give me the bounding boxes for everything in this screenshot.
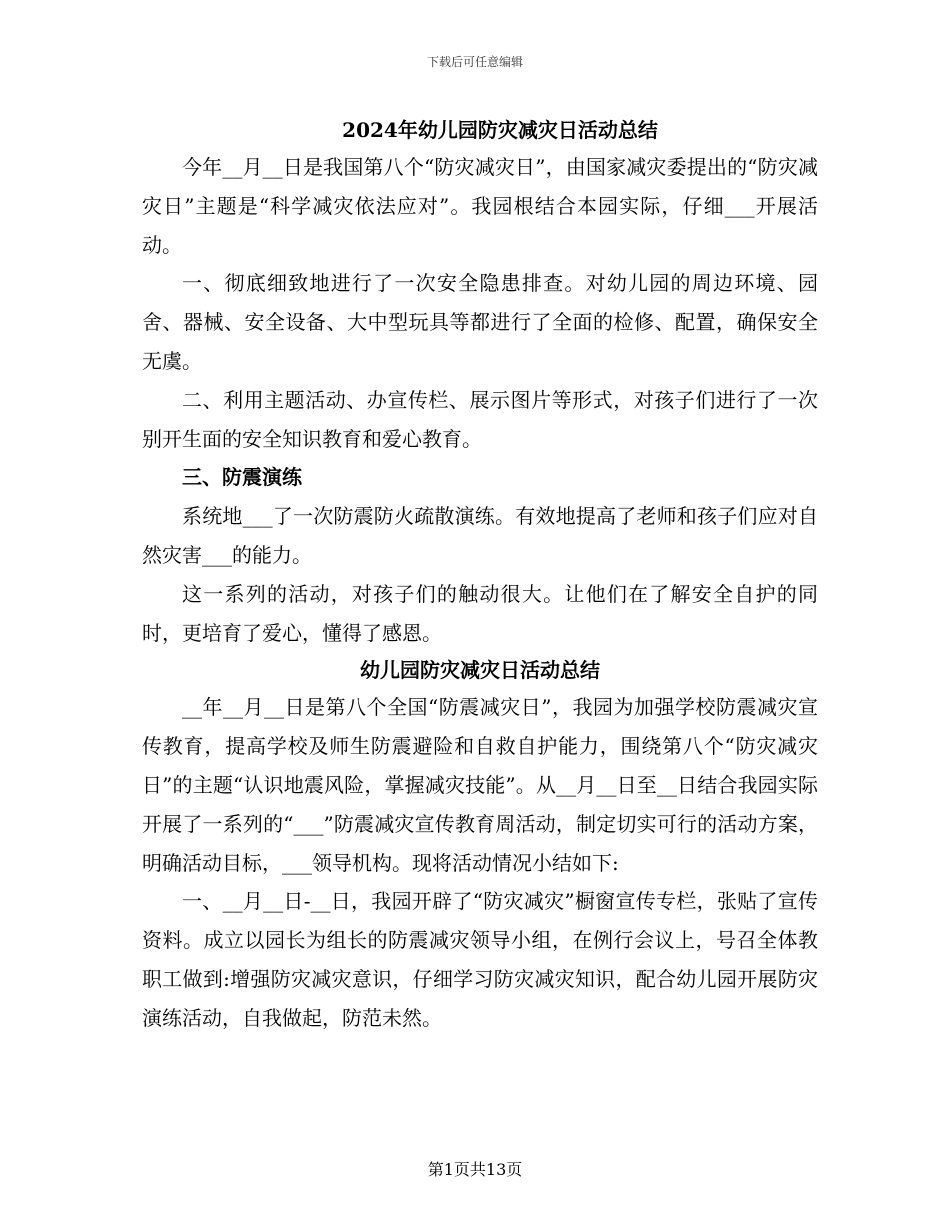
paragraph-intro: 今年__月__日是我国第八个“防灾减灾日”，由国家减灾委提出的“防灾减灾日”主题是“科学减灾依法应对”。我园根结合本园实际，仔细___开展活动。 [142, 155, 818, 257]
document-body [142, 112, 818, 1038]
second-title: 幼儿园防灾减灾日活动总结 [360, 658, 600, 683]
section-heading: 三、防震演练 [182, 465, 302, 490]
paragraph-item-2: 二、利用主题活动、办宣传栏、展示图片等形式，对孩子们进行了一次别开生面的安全知识教育和爱心教育。 [142, 387, 818, 451]
paragraph-conclusion: 这一系列的活动，对孩子们的触动很大。让他们在了解安全自护的同时，更培育了爱心，懂得了感恩。 [142, 581, 818, 645]
page-header: 下载后可任意编辑 [426, 55, 523, 69]
paragraph-second-item-1: 一、__月__日-__日，我园开辟了“防灾减灾”橱窗宣传专栏，张贴了宣传资料。成立以园长为组长的防震减灾领导小组，在例行会议上，号召全体教职工做到:增强防灾减灾意识，仔细学习防灾减灾知识，配合幼儿园开展防灾演练活动，自我做起，防范未然。 [142, 889, 818, 1030]
page-number: 第1页共13页 [427, 1160, 523, 1179]
paragraph-item-1: 一、彻底细致地进行了一次安全隐患排查。对幼儿园的周边环境、园舍、器械、安全设备、大中型玩具等都进行了全面的检修、配置，确保安全无虞。 [142, 271, 818, 373]
paragraph-drill: 系统地___了一次防震防火疏散演练。有效地提高了老师和孩子们应对自然灾害___的能力。 [142, 504, 818, 567]
paragraph-second-intro: __年__月__日是第八个全国“防震减灾日”，我园为加强学校防震减灾宣传教育，提高学校及师生防震避险和自救自护能力，围绕第八个“防灾减灾日”的主题“认识地震风险，掌握减灾技能”。从__月__日至__日结合我园实际开展了一系列的“___”防震减灾宣传教育周活动，制定切实可行的活动方案，明确活动目标，___领导机构。现将活动情况小结如下: [142, 695, 818, 875]
document-title: 2024年幼儿园防灾减灾日活动总结 [342, 118, 658, 142]
